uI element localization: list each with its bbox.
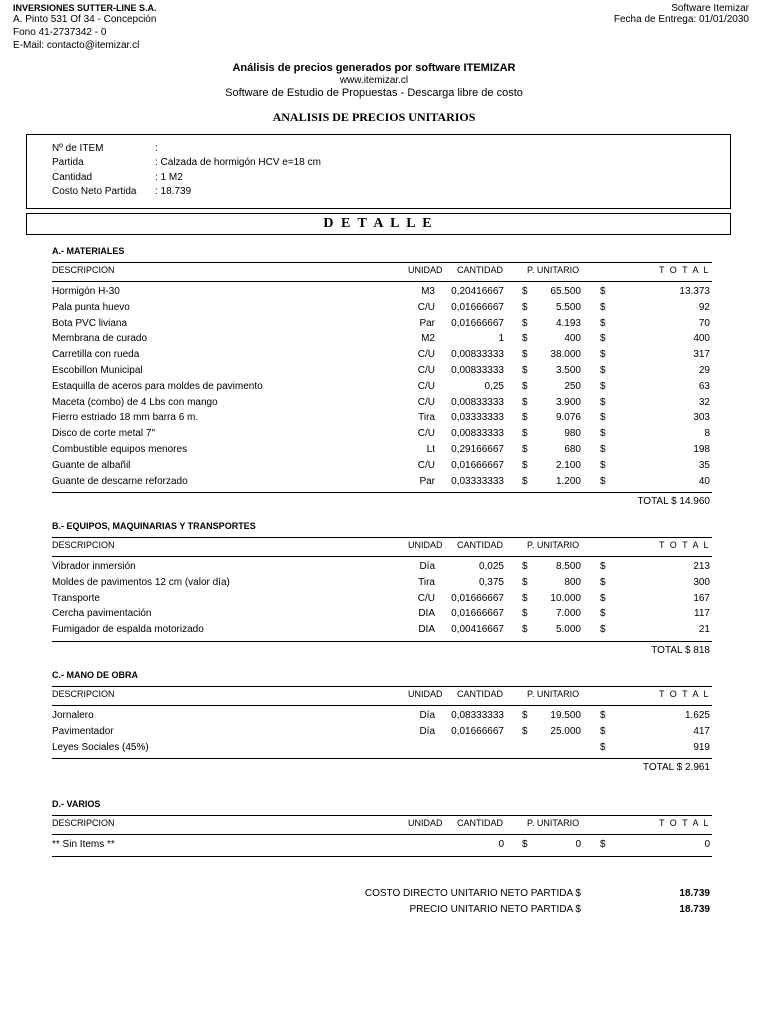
cell-pu: 65.500 [550, 286, 581, 297]
table-row [0, 839, 768, 855]
column-header-total: T O T A L [658, 540, 710, 550]
cell-cant: 0,01666667 [451, 317, 504, 329]
cell-total: 303 [693, 412, 710, 424]
table-row [0, 608, 768, 624]
cell-unit: C/U [417, 380, 435, 392]
cell-unit: Par [419, 475, 435, 487]
cell-pu: 38.000 [550, 349, 581, 361]
table-row [0, 561, 768, 577]
cell-unit: C/U [417, 349, 435, 361]
table-row [0, 428, 768, 444]
cell-total: 21 [698, 624, 710, 636]
cell-total: 117 [694, 608, 710, 620]
cell-desc: Vibrador inmersión [52, 561, 136, 572]
header-rule [52, 705, 712, 706]
cell-d1: $ [522, 333, 528, 345]
costo-value: : 18.739 [155, 186, 192, 197]
section-total: TOTAL $ 2.961 [642, 762, 710, 773]
cell-desc: Hormigón H-30 [52, 286, 120, 297]
section-top-rule [52, 262, 712, 263]
cell-total: 0 [704, 839, 710, 850]
cell-unit: Tira [418, 412, 435, 424]
cell-d1: $ [522, 624, 528, 636]
cell-unit: C/U [417, 301, 435, 313]
cell-total: 198 [693, 444, 710, 455]
cell-unit: Par [419, 317, 435, 329]
cell-total: 70 [698, 317, 710, 329]
cell-pu: 2.100 [555, 459, 581, 471]
doc-title: Análisis de precios generados por software ITEMIZAR [232, 62, 516, 74]
cell-pu: 5.000 [555, 624, 581, 636]
cell-cant: 0,29166667 [451, 444, 504, 455]
cantidad-value: : 1 M2 [155, 172, 183, 183]
cell-pu: 9.076 [555, 412, 581, 424]
column-header-total: T O T A L [658, 689, 710, 699]
cell-d2: $ [600, 459, 606, 471]
header-rule [52, 556, 712, 557]
cell-d2: $ [600, 317, 606, 329]
cell-pu: 5.500 [555, 301, 581, 313]
cell-d2: $ [600, 475, 606, 487]
cell-cant: 0,08333333 [451, 710, 504, 721]
costo-label: Costo Neto Partida [52, 186, 137, 197]
cell-unit: C/U [417, 428, 435, 440]
cell-total: 919 [693, 741, 710, 753]
direct-cost-value: 18.739 [679, 888, 710, 899]
section-title: C.- MANO DE OBRA [52, 670, 138, 680]
cell-unit: C/U [417, 365, 435, 376]
cell-d2: $ [600, 725, 606, 737]
column-header-unit: UNIDAD [408, 689, 443, 699]
cell-unit: Día [419, 710, 435, 721]
column-header-pu: P. UNITARIO [527, 689, 580, 699]
table-row [0, 302, 768, 318]
company-phone: Fono 41-2737342 - 0 [13, 27, 107, 38]
cell-cant: 0,25 [484, 380, 504, 392]
cell-cant: 1 [498, 333, 504, 345]
column-header-desc: DESCRIPCION [52, 689, 115, 699]
column-header-pu: P. UNITARIO [527, 540, 580, 550]
doc-url: www.itemizar.cl [339, 75, 409, 86]
cell-pu: 19.500 [550, 710, 581, 721]
table-row [0, 397, 768, 413]
cell-d1: $ [522, 725, 528, 737]
cell-desc: Membrana de curado [52, 333, 148, 345]
cell-cant: 0,01666667 [451, 608, 504, 620]
table-header [0, 540, 768, 556]
cell-d1: $ [522, 561, 528, 572]
table-row [0, 349, 768, 365]
main-title: ANALISIS DE PRECIOS UNITARIOS [272, 110, 476, 124]
unit-price-value: 18.739 [679, 904, 710, 915]
table-row [0, 593, 768, 609]
cell-unit: Tira [418, 576, 435, 588]
cell-desc: Maceta (combo) de 4 Lbs con mango [52, 396, 218, 408]
cell-d1: $ [522, 286, 528, 297]
table-row [0, 624, 768, 640]
table-row [0, 444, 768, 460]
column-header-unit: UNIDAD [408, 265, 443, 275]
column-header-desc: DESCRIPCION [52, 540, 115, 550]
section-total: TOTAL $ 818 [651, 645, 710, 656]
cell-d2: $ [600, 380, 606, 392]
item-value: : [155, 143, 158, 154]
cantidad-label: Cantidad [52, 172, 93, 183]
cell-desc: Bota PVC liviana [52, 317, 128, 329]
section-title: B.- EQUIPOS, MAQUINARIAS Y TRANSPORTES [52, 521, 256, 531]
cell-unit: Lt [426, 444, 435, 455]
table-row [0, 476, 768, 492]
detalle-title: D E T A L L E [323, 216, 434, 231]
cell-desc: Carretilla con rueda [52, 349, 140, 361]
cell-d1: $ [522, 317, 528, 329]
delivery-date: Fecha de Entrega: 01/01/2030 [613, 14, 749, 25]
cell-pu: 0 [575, 839, 581, 850]
column-header-total: T O T A L [658, 818, 710, 828]
cell-desc: Estaquilla de aceros para moldes de pavimento [52, 380, 263, 392]
cell-total: 213 [693, 561, 710, 572]
partida-value: : Calzada de hormigón HCV e=18 cm [155, 157, 321, 168]
cell-unit: Día [419, 725, 435, 737]
cell-pu: 8.500 [555, 561, 581, 572]
table-row [0, 742, 768, 758]
section-title: A.- MATERIALES [52, 246, 125, 256]
cell-pu: 800 [564, 576, 581, 588]
column-header-unit: UNIDAD [408, 818, 443, 828]
section-bottom-rule [52, 758, 712, 759]
table-row [0, 460, 768, 476]
cell-unit: M2 [421, 333, 435, 345]
cell-total: 317 [693, 349, 710, 361]
cell-d1: $ [522, 380, 528, 392]
cell-d2: $ [600, 561, 606, 572]
cell-d2: $ [600, 365, 606, 376]
cell-unit: C/U [417, 459, 435, 471]
cell-desc: Guante de descarne reforzado [52, 475, 188, 487]
cell-cant: 0,00416667 [451, 624, 504, 636]
cell-cant: 0,01666667 [451, 592, 504, 604]
cell-d2: $ [600, 576, 606, 588]
table-header [0, 265, 768, 281]
cell-cant: 0,01666667 [451, 725, 504, 737]
cell-d1: $ [522, 475, 528, 487]
cell-total: 167 [693, 592, 710, 604]
cell-desc: Jornalero [52, 710, 94, 721]
cell-d2: $ [600, 444, 606, 455]
cell-cant: 0,01666667 [451, 301, 504, 313]
cell-desc: Escobillon Municipal [52, 365, 143, 376]
table-row [0, 726, 768, 742]
cell-d1: $ [522, 592, 528, 604]
column-header-cant: CANTIDAD [457, 265, 504, 275]
cell-desc: Pavimentador [52, 725, 114, 737]
company-email: E-Mail: contacto@itemizar.cl [13, 40, 140, 51]
cell-d1: $ [522, 396, 528, 408]
cell-total: 63 [698, 380, 710, 392]
item-label: Nº de ITEM [52, 143, 104, 154]
cell-d1: $ [522, 608, 528, 620]
cell-d2: $ [600, 428, 606, 440]
cell-d2: $ [600, 741, 606, 753]
cell-d1: $ [522, 428, 528, 440]
cell-cant: 0,00833333 [451, 349, 504, 361]
cell-total: 92 [698, 301, 710, 313]
cell-desc: Pala punta huevo [52, 301, 130, 313]
cell-desc: Cercha pavimentación [52, 608, 152, 620]
cell-total: 417 [693, 725, 710, 737]
section-top-rule [52, 815, 712, 816]
cell-cant: 0,00833333 [451, 396, 504, 408]
table-header [0, 689, 768, 705]
cell-desc: Transporte [52, 592, 100, 604]
cell-unit: DIA [418, 624, 435, 636]
column-header-unit: UNIDAD [408, 540, 443, 550]
cell-d1: $ [522, 459, 528, 471]
cell-desc: Disco de corte metal 7" [52, 428, 156, 440]
cell-d2: $ [600, 592, 606, 604]
section-bottom-rule [52, 492, 712, 493]
table-row [0, 365, 768, 381]
cell-desc: Fumigador de espalda motorizado [52, 624, 204, 636]
cell-pu: 3.500 [555, 365, 581, 376]
cell-pu: 1.200 [555, 475, 581, 487]
cell-d2: $ [600, 396, 606, 408]
cell-cant: 0,025 [478, 561, 504, 572]
table-row [0, 286, 768, 302]
column-header-cant: CANTIDAD [457, 540, 504, 550]
cell-desc: ** Sin Items ** [52, 839, 115, 850]
column-header-cant: CANTIDAD [457, 689, 504, 699]
table-row [0, 318, 768, 334]
detalle-box [26, 213, 731, 235]
cell-d1: $ [522, 839, 528, 850]
column-header-total: T O T A L [658, 265, 710, 275]
section-top-rule [52, 537, 712, 538]
cell-cant: 0 [498, 839, 504, 850]
company-address: A. Pinto 531 Of 34 - Concepción [13, 14, 157, 25]
header-rule [52, 281, 712, 282]
section-title: D.- VARIOS [52, 799, 101, 809]
cell-unit: DIA [418, 608, 435, 620]
cell-total: 8 [704, 428, 710, 440]
cell-total: 29 [698, 365, 710, 376]
cell-d2: $ [600, 624, 606, 636]
cell-cant: 0,01666667 [451, 459, 504, 471]
cell-pu: 7.000 [555, 608, 581, 620]
cell-d2: $ [600, 333, 606, 345]
company-name: INVERSIONES SUTTER-LINE S.A. [13, 3, 157, 13]
software-name: Software Itemizar [671, 3, 749, 14]
cell-d1: $ [522, 349, 528, 361]
cell-d1: $ [522, 576, 528, 588]
cell-total: 300 [693, 576, 710, 588]
cell-unit: Día [419, 561, 435, 572]
cell-unit: C/U [417, 592, 435, 604]
section-bottom-rule [52, 856, 712, 857]
cell-total: 35 [698, 459, 710, 471]
cell-pu: 400 [564, 333, 581, 345]
cell-pu: 4.193 [555, 317, 581, 329]
cell-total: 400 [693, 333, 710, 345]
cell-pu: 980 [564, 428, 581, 440]
cell-d1: $ [522, 412, 528, 424]
cell-desc: Guante de albañil [52, 459, 131, 471]
table-row [0, 710, 768, 726]
cell-cant: 0,375 [478, 576, 504, 588]
cell-d2: $ [600, 710, 606, 721]
cell-pu: 3.900 [555, 396, 581, 408]
cell-d1: $ [522, 710, 528, 721]
cell-d2: $ [600, 608, 606, 620]
column-header-cant: CANTIDAD [457, 818, 504, 828]
direct-cost-label: COSTO DIRECTO UNITARIO NETO PARTIDA $ [364, 888, 581, 899]
cell-unit: C/U [417, 396, 435, 408]
table-header [0, 818, 768, 834]
cell-d2: $ [600, 301, 606, 313]
cell-d1: $ [522, 301, 528, 313]
cell-d2: $ [600, 839, 606, 850]
cell-pu: 250 [564, 380, 581, 392]
column-header-desc: DESCRIPCION [52, 265, 115, 275]
cell-pu: 680 [564, 444, 581, 455]
table-row [0, 412, 768, 428]
cell-unit: M3 [421, 286, 435, 297]
cell-d1: $ [522, 365, 528, 376]
item-info-box [26, 134, 731, 209]
column-header-pu: P. UNITARIO [527, 818, 580, 828]
section-total: TOTAL $ 14.960 [637, 496, 710, 507]
unit-price-label: PRECIO UNITARIO NETO PARTIDA $ [409, 904, 581, 915]
cell-cant: 0,00833333 [451, 365, 504, 376]
cell-total: 40 [698, 475, 710, 487]
table-row [0, 381, 768, 397]
section-bottom-rule [52, 641, 712, 642]
table-row [0, 577, 768, 593]
column-header-pu: P. UNITARIO [527, 265, 580, 275]
cell-cant: 0,00833333 [451, 428, 504, 440]
cell-d2: $ [600, 286, 606, 297]
cell-cant: 0,03333333 [451, 412, 504, 424]
cell-pu: 25.000 [550, 725, 581, 737]
header-rule [52, 834, 712, 835]
cell-desc: Combustible equipos menores [52, 444, 188, 455]
table-row [0, 333, 768, 349]
cell-desc: Fierro estriado 18 mm barra 6 m. [52, 412, 199, 424]
cell-total: 13.373 [679, 286, 710, 297]
cell-desc: Moldes de pavimentos 12 cm (valor día) [52, 576, 230, 588]
partida-label: Partida [52, 157, 84, 168]
cell-total: 32 [698, 396, 710, 408]
cell-pu: 10.000 [550, 592, 581, 604]
cell-cant: 0,20416667 [451, 286, 504, 297]
doc-subtitle: Software de Estudio de Propuestas - Descarga libre de costo [225, 87, 523, 99]
cell-desc: Leyes Sociales (45%) [52, 741, 149, 753]
column-header-desc: DESCRIPCION [52, 818, 115, 828]
cell-total: 1.625 [684, 710, 710, 721]
section-top-rule [52, 686, 712, 687]
cell-cant: 0,03333333 [451, 475, 504, 487]
cell-d2: $ [600, 349, 606, 361]
cell-d1: $ [522, 444, 528, 455]
cell-d2: $ [600, 412, 606, 424]
